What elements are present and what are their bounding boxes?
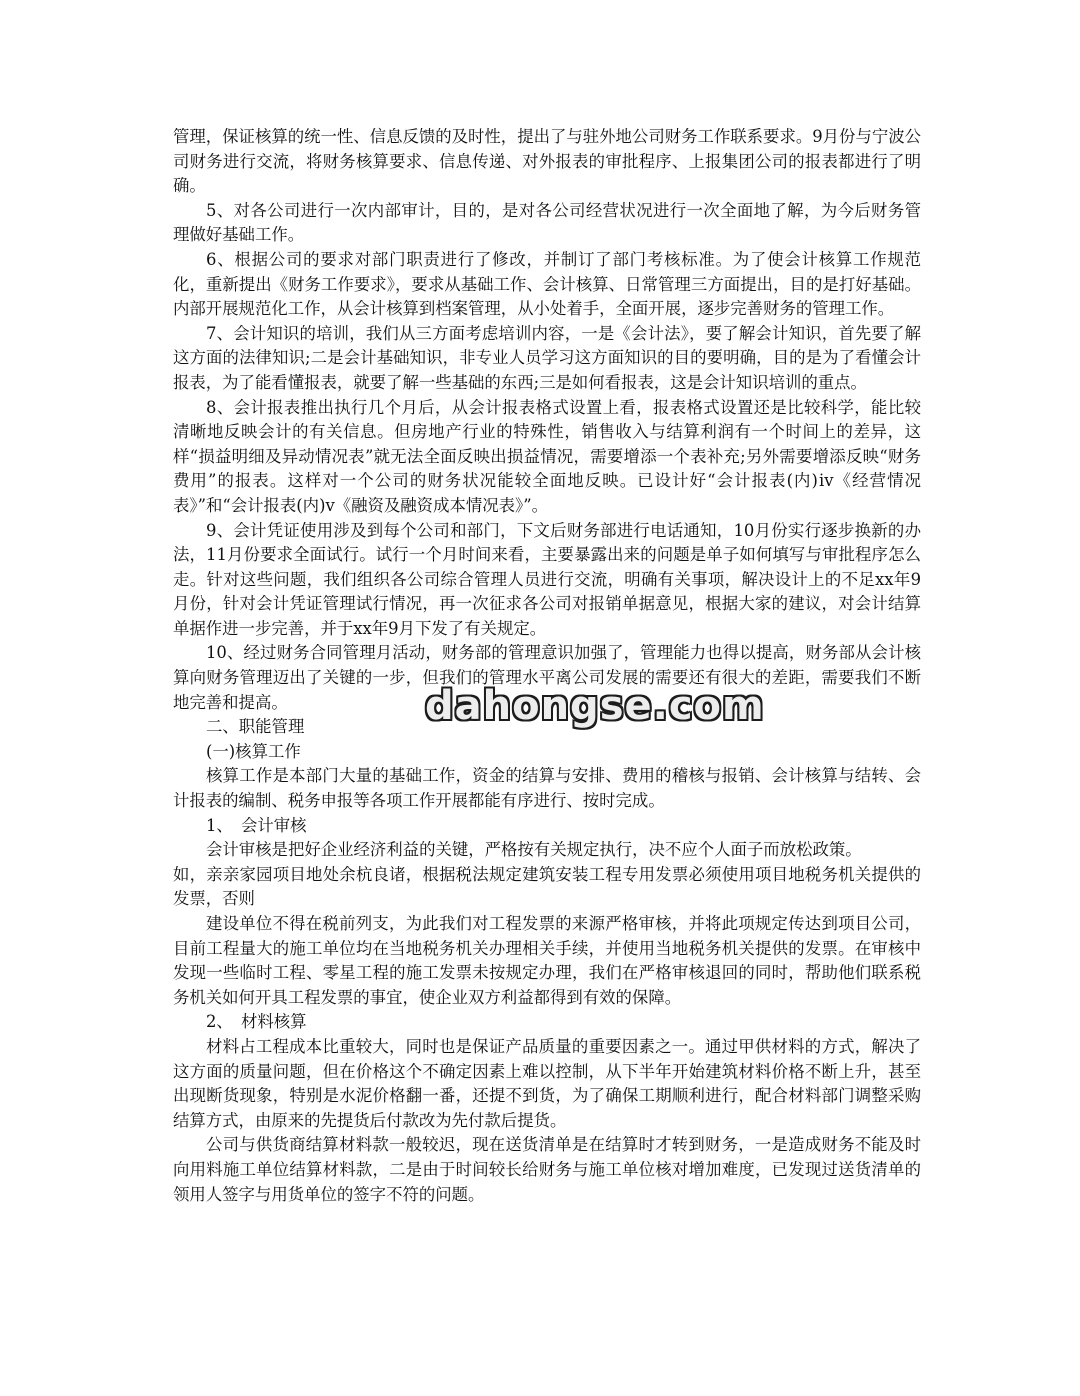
item-heading-materials: 2、 材料核算 — [206, 1012, 307, 1032]
paragraph-audit-detail: 建设单位不得在税前列支，为此我们对工程发票的来源严格审核，并将此项规定传达到项目公司，目前工程量大的施工单位均在当地税务机关办理相关手续，并使用当地税务机关提供的发票。在审核中发现一些临时工程、零星工程的施工发票未按规定办理，我们在严格审核退回的同时，帮助他们联系税务机关如何开具工程发票的事宜，使企业双方利益都得到有效的保障。 — [173, 914, 921, 1007]
paragraph-item-8: 8、会计报表推出执行几个月后，从会计报表格式设置上看，报表格式设置还是比较科学，能比较清晰地反映会计的有关信息。但房地产行业的特殊性，销售收入与结算利润有一个时间上的差异，这样“损益明细及异动情况表”就无法全面反映出损益情况，需要增添一个表补充;另外需要增添反映“财务费用”的报表。这样对一个公司的财务状况能较全面地反映。已设计好“会计报表(内)ⅳ《经营情况表》”和“会计报表(内)ⅴ《融资及融资成本情况表》”。 — [173, 397, 921, 515]
document-body — [173, 125, 921, 1207]
paragraph-item-5: 5、对各公司进行一次内部审计，目的，是对各公司经营状况进行一次全面地了解，为今后财务管理做好基础工作。 — [173, 200, 921, 245]
paragraph-accounting-intro: 核算工作是本部门大量的基础工作，资金的结算与安排、费用的稽核与报销、会计核算与结转、会计报表的编制、税务申报等各项工作开展都能有序进行、按时完成。 — [173, 766, 921, 811]
item-heading-audit: 1、 会计审核 — [206, 815, 307, 835]
paragraph-continuation: 管理，保证核算的统一性、信息反馈的及时性，提出了与驻外地公司财务工作联系要求。9月份与宁波公司财务进行交流，将财务核算要求、信息传递、对外报表的审批程序、上报集团公司的报表都进行了明确。 — [173, 127, 922, 196]
paragraph-materials: 材料占工程成本比重较大，同时也是保证产品质量的重要因素之一。通过甲供材料的方式，解决了这方面的质量问题，但在价格这个不确定因素上难以控制，从下半年开始建筑材料价格不断上升，甚至出现断货现象，特别是水泥价格翻一番，还提不到货，为了确保工期顺利进行，配合材料部门调整采购结算方式，由原来的先提货后付款改为先付款后提货。 — [173, 1036, 921, 1130]
subsection-heading-accounting: (一)核算工作 — [206, 741, 301, 761]
paragraph-item-9: 9、会计凭证使用涉及到每个公司和部门，下文后财务部进行电话通知，10月份实行逐步换新的办法，11月份要求全面试行。试行一个月时间来看，主要暴露出来的问题是单子如何填写与审批程序怎么走。针对这些问题，我们组织各公司综合管理人员进行交流，明确有关事项，解决设计上的不足xx年9月份，针对会计凭证管理试行情况，再一次征求各公司对报销单据意见，根据大家的建议，对会计结算单据作进一步完善，并于xx年9月下发了有关规定。 — [173, 520, 921, 638]
section-heading-functional-management: 二、职能管理 — [206, 717, 305, 737]
paragraph-audit-example: 如，亲亲家园项目地处余杭良诸，根据税法规定建筑安装工程专用发票必须使用项目地税务机关提供的发票，否则 — [173, 864, 921, 909]
watermark-logo: dahongse.com — [425, 683, 765, 729]
paragraph-item-6: 6、根据公司的要求对部门职责进行了修改，并制订了部门考核标准。为了使会计核算工作规范化，重新提出《财务工作要求》，要求从基础工作、会计核算、日常管理三方面提出，目的是打好基础。内部开展规范化工作，从会计核算到档案管理，从小处着手，全面开展，逐步完善财务的管理工作。 — [173, 249, 921, 319]
paragraph-audit: 会计审核是把好企业经济利益的关键，严格按有关规定执行，决不应个人面子而放松政策。 — [206, 840, 862, 860]
paragraph-item-7: 7、会计知识的培训，我们从三方面考虑培训内容，一是《会计法》，要了解会计知识，首先要了解这方面的法律知识;二是会计基础知识，非专业人员学习这方面知识的目的要明确，目的是为了看懂会计报表，为了能看懂报表，就要了解一些基础的东西;三是如何看报表，这是会计知识培训的重点。 — [173, 323, 921, 392]
paragraph-item-10: 10、经过财务合同管理月活动，财务部的管理意识加强了，管理能力也得以提高，财务部从会计核算向财务管理迈出了关键的一步，但我们的管理水平离公司发展的需要还有很大的差距，需要我们不断地完善和提高。 — [173, 643, 921, 712]
paragraph-supplier-settlement: 公司与供货商结算材料款一般较迟，现在送货清单是在结算时才转到财务，一是造成财务不能及时向用料施工单位结算材料款，二是由于时间较长给财务与施工单位核对增加难度，已发现过送货清单的领用人签字与用货单位的签字不符的问题。 — [173, 1135, 921, 1204]
